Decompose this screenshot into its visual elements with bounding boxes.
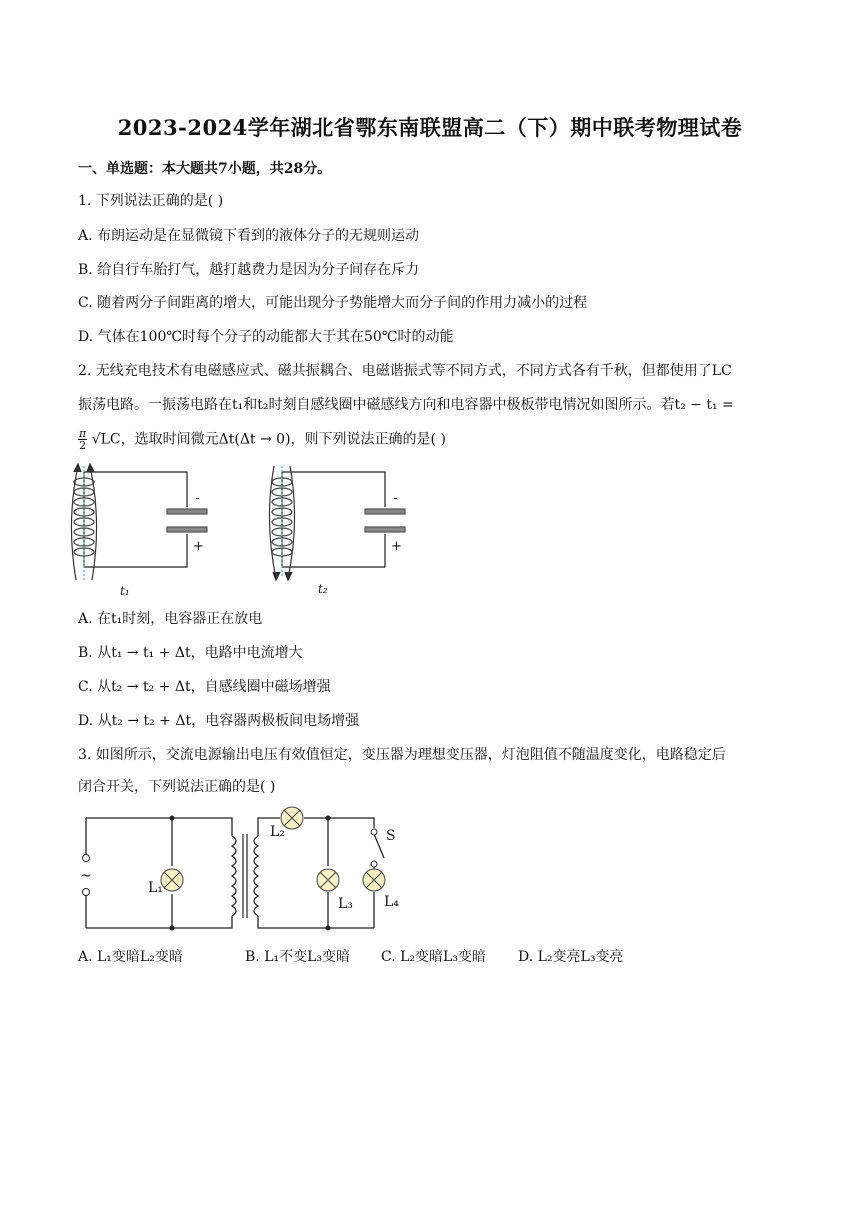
q3-stem-line2: 闭合开关，下列说法正确的是( ) — [78, 779, 276, 795]
q1-stem: 1. 下列说法正确的是( ) — [78, 193, 224, 209]
q3-option-a: A. L₁变暗L₂变暗 — [78, 949, 183, 965]
lamp-l1-icon — [161, 869, 183, 891]
q1-option-a: A. 布朗运动是在显微镜下看到的液体分子的无规则运动 — [78, 228, 420, 244]
ac-source-symbol: ~ — [80, 868, 92, 884]
q2-stem-line3: √LC，选取时间微元Δt(Δt → 0)，则下列说法正确的是( ) — [91, 431, 446, 448]
cap-plus-sign-t2: + — [391, 539, 402, 554]
q1-option-c: C. 随着两分子间距离的增大，可能出现分子势能增大而分子间的作用力减小的过程 — [78, 295, 588, 311]
label-l4: L₄ — [384, 894, 399, 910]
paper-title: 2023-2024学年湖北省鄂东南联盟高二（下）期中联考物理试卷 — [117, 115, 743, 140]
q3-transformer-circuit-figure — [72, 806, 412, 936]
q3-option-b: B. L₁不变L₃变暗 — [245, 949, 351, 965]
q2-stem-line3-wrap — [78, 428, 446, 451]
q3-options-row — [78, 946, 698, 966]
q2-option-d: D. 从t₂ → t₂ + Δt，电容器两极板间电场增强 — [78, 713, 360, 729]
q3-option-d: D. L₂变亮L₃变亮 — [518, 949, 624, 965]
label-switch-s: S — [386, 828, 396, 844]
fraction-numerator: π — [79, 427, 87, 440]
q1-option-d: D. 气体在100℃时每个分子的动能都大于其在50℃时的动能 — [78, 329, 454, 345]
q2-stem-line2: 振荡电路。一振荡电路在t₁和t₂时刻自感线圈中磁感线方向和电容器中极板带电情况如图所示。若t₂ − t₁ = — [78, 397, 734, 413]
lamp-l3-icon — [317, 869, 339, 891]
cap-minus-sign-t2: - — [393, 491, 398, 506]
lamp-l4-icon — [363, 869, 385, 891]
lc-circuit-t2 — [269, 466, 405, 580]
q3-stem-line1: 3. 如图所示，交流电源输出电压有效值恒定，变压器为理想变压器，灯泡阻值不随温度变化，电路稳定后 — [78, 747, 726, 763]
cap-minus-sign-t1: - — [195, 491, 200, 506]
lc-circuit-t1 — [71, 464, 207, 580]
q2-option-a: A. 在t₁时刻，电容器正在放电 — [78, 611, 263, 627]
cap-plus-sign-t1: + — [193, 539, 204, 554]
label-l3: L₃ — [338, 896, 353, 912]
q2-option-c: C. 从t₂ → t₂ + Δt，自感线圈中磁场增强 — [78, 679, 331, 695]
q2-option-b: B. 从t₁ → t₁ + Δt，电路中电流增大 — [78, 645, 303, 661]
q1-option-b: B. 给自行车胎打气，越打越费力是因为分子间存在斥力 — [78, 262, 420, 278]
label-l1: L₁ — [148, 880, 163, 896]
q2-stem-line1: 2. 无线充电技术有电磁感应式、磁共振耦合、电磁谐振式等不同方式，不同方式各有千秋，但都使用了LC — [78, 363, 732, 379]
q2-lc-circuit-figure — [62, 462, 422, 602]
fig-label-t2: t₂ — [318, 582, 328, 596]
section-heading-single-choice: 一、单选题：本大题共7小题，共28分。 — [78, 161, 332, 177]
q3-option-c: C. L₂变暗L₃变暗 — [381, 949, 486, 965]
q2-fraction — [78, 428, 87, 451]
fig-label-t1: t₁ — [120, 584, 130, 598]
label-l2: L₂ — [270, 824, 285, 840]
fraction-denominator: 2 — [79, 439, 87, 452]
